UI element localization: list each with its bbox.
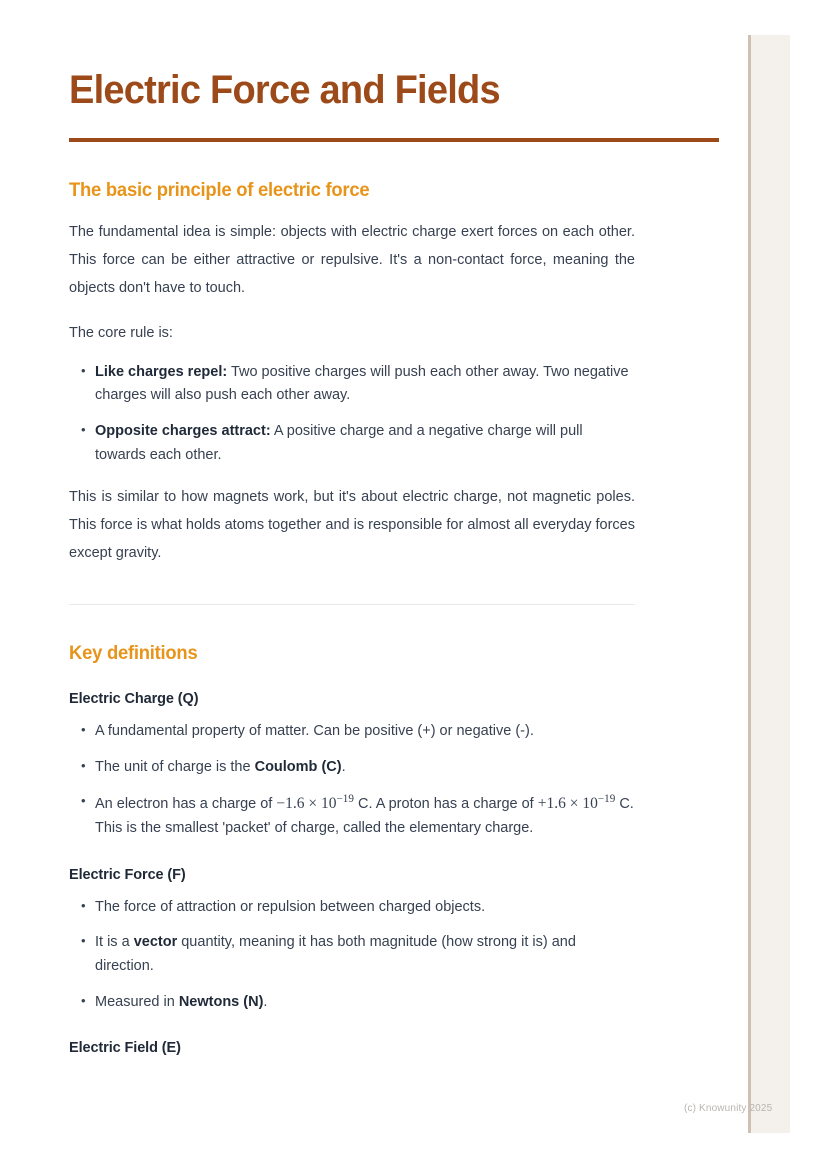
math-exponent-electron: −19 (336, 793, 354, 806)
math-expression-electron-charge (276, 795, 354, 812)
list-item (95, 931, 635, 978)
list-electric-charge (69, 707, 635, 841)
math-mantissa-proton: +1.6 × 10 (537, 795, 598, 813)
section-heading-basic-principle: The basic principle of electric force (69, 179, 370, 201)
bullet-lead-opposite-charges: Opposite charges attract: (95, 422, 271, 439)
bullet-text-unit-suffix: . (341, 758, 346, 775)
list-item (95, 420, 635, 467)
bullet-lead-vector: vector (133, 934, 178, 951)
document-body (69, 0, 635, 1056)
math-mantissa-electron: −1.6 × 10 (276, 795, 337, 813)
math-text-part-3: C. This is the smallest 'packet' of charge, called the elementary charge. (95, 796, 634, 837)
side-strip-panel (751, 35, 790, 1133)
section-heading-key-definitions: Key definitions (69, 643, 198, 665)
subheading-electric-field: Electric Field (E) (69, 1040, 181, 1057)
list-item (95, 720, 635, 744)
list-item (95, 361, 635, 408)
bullet-text-vector-suffix: quantity, meaning it has both magnitude (how strong it is) and direction. (95, 934, 576, 974)
bullet-text-property-of-matter: A fundamental property of matter. Can be positive (+) or negative (-). (95, 723, 534, 740)
bullet-text-like-charges: Two positive charges will push each other away. Two negative charges will also push each other away. (95, 363, 629, 404)
paragraph-fundamental-idea: The fundamental idea is simple: objects with electric charge exert forces on each other. This force can be either attractive or repulsive. It's a non-contact force, meaning the objects don't have to touch. (69, 223, 635, 296)
bullet-text-vector-prefix: It is a (95, 934, 134, 951)
paragraph-magnets-comparison: This is similar to how magnets work, but it's about electric charge, not magnetic poles. This force is what holds atoms together and is responsible for almost all everyday forces except gravity. (69, 489, 635, 562)
bullet-lead-like-charges: Like charges repel: (95, 363, 228, 380)
paragraph-core-rule: The core rule is: (69, 324, 173, 341)
math-expression-proton-charge (538, 795, 616, 812)
bullet-text-opposite-charges: A positive charge and a negative charge will pull towards each other. (95, 422, 583, 463)
bullet-lead-coulomb: Coulomb (C) (254, 758, 342, 775)
list-item (95, 991, 635, 1015)
bullet-text-unit-prefix: The unit of charge is the (95, 758, 255, 775)
footer-watermark: (c) Knowunity 2025 (684, 1103, 773, 1114)
bullet-text-attraction-repulsion: The force of attraction or repulsion between charged objects. (95, 898, 486, 915)
bullet-text-measured-prefix: Measured in (95, 993, 179, 1010)
list-item (95, 756, 635, 780)
list-item (95, 896, 635, 920)
bullet-text-measured-suffix: . (263, 993, 268, 1010)
subheading-electric-force: Electric Force (F) (69, 866, 186, 883)
math-text-part-1: An electron has a charge of (95, 796, 277, 813)
math-exponent-proton: −19 (597, 793, 616, 806)
math-text-part-2: C. A proton has a charge of (353, 796, 538, 813)
page-side-strip (748, 35, 790, 1133)
subheading-electric-charge: Electric Charge (Q) (69, 691, 199, 708)
list-item-elementary-charge (95, 791, 635, 840)
page-title: Electric Force and Fields (69, 68, 500, 112)
list-electric-force (69, 883, 635, 1015)
list-core-rules (69, 348, 635, 468)
bullet-lead-newtons: Newtons (N) (178, 993, 264, 1010)
